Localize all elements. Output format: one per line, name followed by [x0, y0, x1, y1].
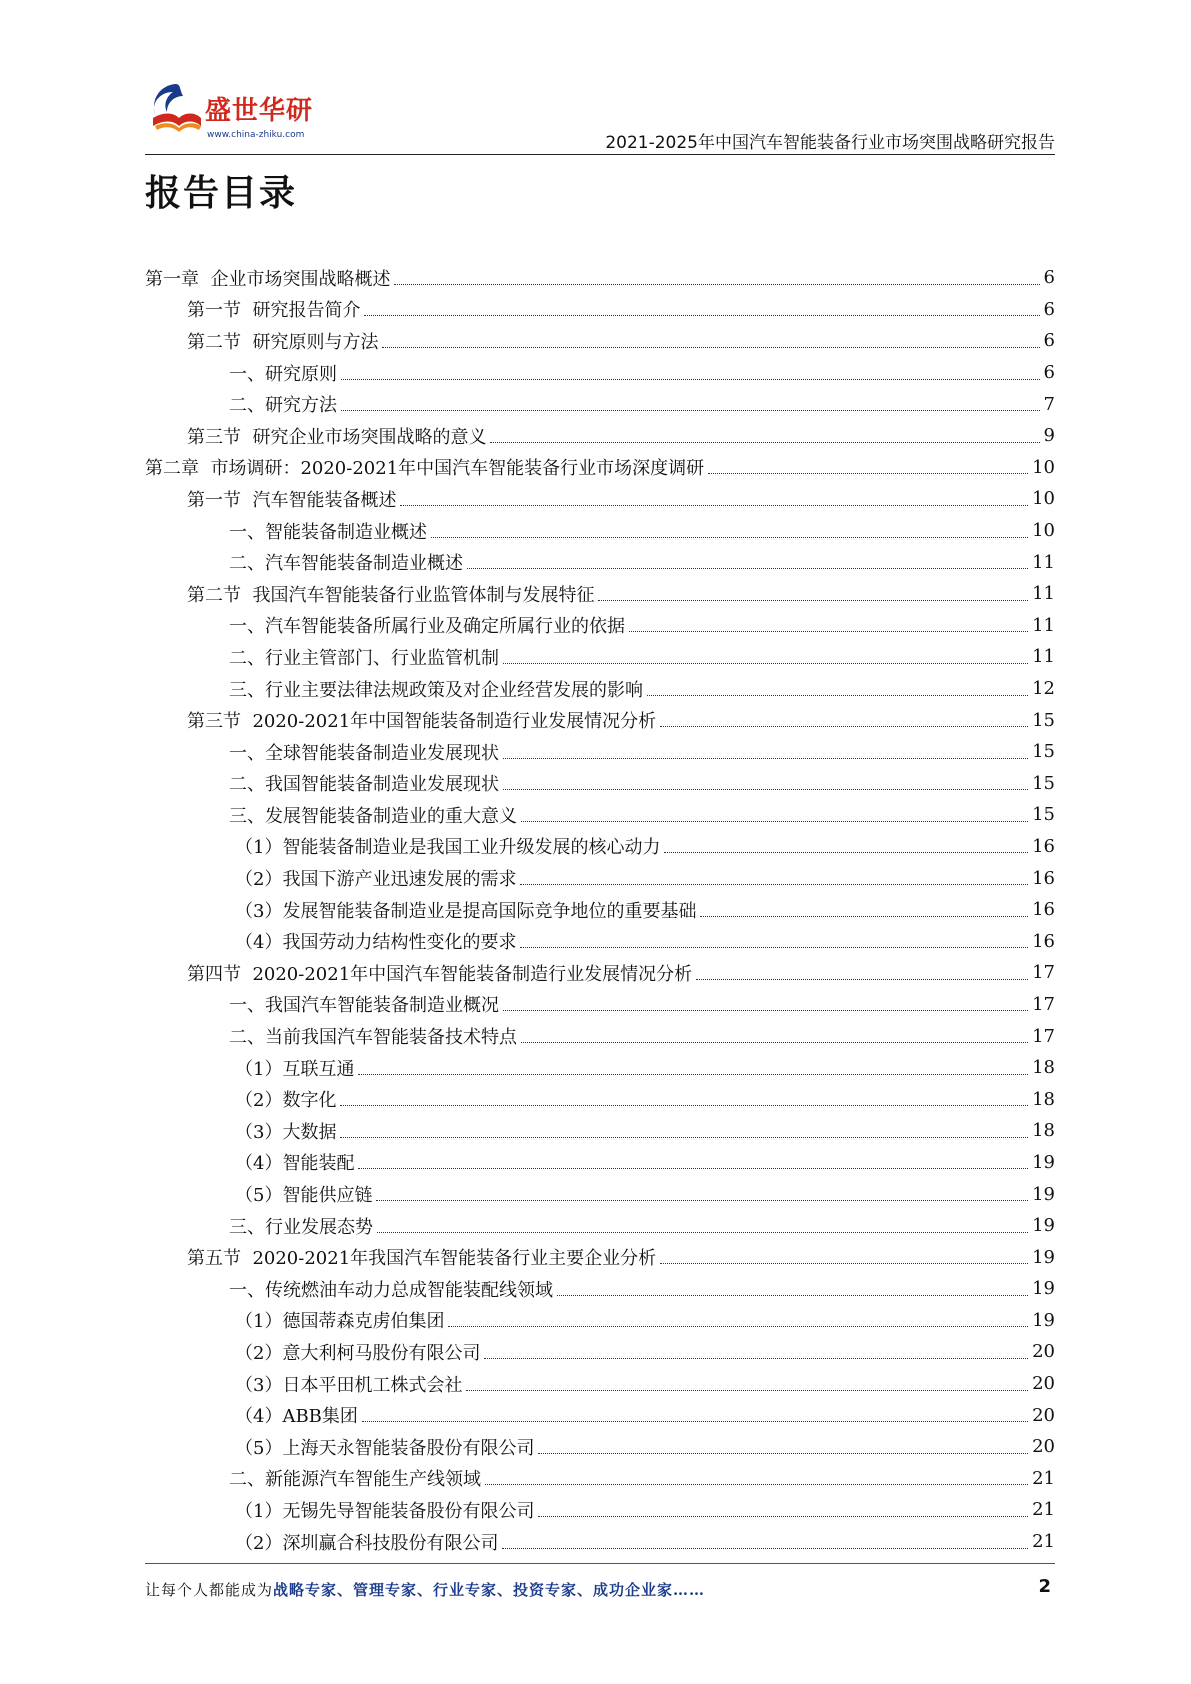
logo-mark-icon — [145, 78, 205, 138]
table-of-contents — [145, 262, 1055, 1557]
toc-entry[interactable] — [145, 1210, 1055, 1242]
footer-slogan — [145, 1579, 705, 1600]
toc-entry-label: 二、我国智能装备制造业发展现状 — [229, 774, 499, 796]
footer-slogan-prefix: 让每个人都能成为 — [145, 1581, 274, 1599]
toc-entry-page: 20 — [1032, 1373, 1055, 1395]
toc-entry-label: 第一节 研究报告简介 — [187, 300, 361, 322]
toc-leader-dots — [467, 567, 1028, 569]
toc-leader-dots — [520, 883, 1028, 885]
toc-leader-dots — [664, 851, 1028, 853]
toc-leader-dots — [647, 694, 1028, 696]
toc-entry-label: 三、发展智能装备制造业的重大意义 — [229, 805, 517, 827]
toc-entry-label: 二、行业主管部门、行业监管机制 — [229, 647, 499, 669]
toc-entry-page: 15 — [1032, 804, 1055, 826]
toc-entry-label: （1）德国蒂森克虏伯集团 — [235, 1311, 445, 1333]
toc-leader-dots — [376, 1199, 1028, 1201]
toc-entry-page: 6 — [1043, 267, 1055, 289]
toc-entry-label: 一、汽车智能装备所属行业及确定所属行业的依据 — [229, 616, 625, 638]
toc-entry-label: 二、汽车智能装备制造业概述 — [229, 553, 463, 575]
toc-entry[interactable] — [145, 1305, 1055, 1337]
toc-entry-page: 17 — [1032, 993, 1055, 1015]
toc-entry-page: 16 — [1032, 867, 1055, 889]
document-title: 2021-2025年中国汽车智能装备行业市场突围战略研究报告 — [605, 133, 1055, 153]
page-title: 报告目录 — [145, 173, 298, 214]
toc-entry[interactable] — [145, 610, 1055, 642]
toc-leader-dots — [503, 662, 1028, 664]
toc-entry[interactable] — [145, 894, 1055, 926]
toc-leader-dots — [431, 536, 1028, 538]
toc-leader-dots — [521, 1041, 1028, 1043]
toc-entry-page: 10 — [1032, 520, 1055, 542]
toc-entry-page: 18 — [1032, 1088, 1055, 1110]
toc-entry-page: 16 — [1032, 930, 1055, 952]
toc-entry[interactable] — [145, 1083, 1055, 1115]
toc-entry-page: 11 — [1032, 551, 1055, 573]
toc-leader-dots — [538, 1452, 1028, 1454]
toc-entry-label: （5）智能供应链 — [235, 1185, 373, 1207]
footer-slogan-roles: 战略专家、管理专家、行业专家、投资专家、成功企业家…… — [273, 1581, 706, 1599]
toc-entry[interactable] — [145, 483, 1055, 515]
toc-leader-dots — [502, 1547, 1028, 1549]
toc-entry-label: 一、传统燃油车动力总成智能装配线领域 — [229, 1279, 553, 1301]
toc-entry-page: 15 — [1032, 772, 1055, 794]
toc-entry[interactable] — [145, 1115, 1055, 1147]
toc-entry-label: （2）数字化 — [235, 1090, 337, 1112]
toc-entry-page: 21 — [1032, 1499, 1055, 1521]
toc-leader-dots — [700, 915, 1028, 917]
toc-leader-dots — [708, 472, 1028, 474]
toc-leader-dots — [696, 978, 1028, 980]
toc-leader-dots — [358, 1167, 1028, 1169]
toc-entry-label: （5）上海天永智能装备股份有限公司 — [235, 1437, 535, 1459]
toc-entry-label: （2）意大利柯马股份有限公司 — [235, 1342, 481, 1364]
toc-entry[interactable] — [145, 799, 1055, 831]
toc-entry[interactable] — [145, 1463, 1055, 1495]
toc-entry-label: 二、当前我国汽车智能装备技术特点 — [229, 1027, 517, 1049]
toc-leader-dots — [629, 630, 1028, 632]
toc-entry[interactable] — [145, 989, 1055, 1021]
toc-entry-label: 第一节 汽车智能装备概述 — [187, 489, 397, 511]
toc-entry[interactable] — [145, 515, 1055, 547]
toc-entry-label: 二、新能源汽车智能生产线领域 — [229, 1469, 481, 1491]
header-divider — [145, 154, 1055, 155]
toc-entry-page: 19 — [1032, 1278, 1055, 1300]
toc-entry-label: （2）我国下游产业迅速发展的需求 — [235, 869, 517, 891]
toc-entry[interactable] — [145, 325, 1055, 357]
toc-entry[interactable] — [145, 452, 1055, 484]
toc-entry[interactable] — [145, 1273, 1055, 1305]
toc-entry-page: 6 — [1043, 298, 1055, 320]
toc-leader-dots — [503, 757, 1028, 759]
toc-leader-dots — [382, 346, 1039, 348]
toc-entry[interactable] — [145, 704, 1055, 736]
toc-entry-label: 三、行业发展态势 — [229, 1216, 373, 1238]
toc-entry-page: 19 — [1032, 1151, 1055, 1173]
toc-entry[interactable] — [145, 1368, 1055, 1400]
toc-entry[interactable] — [145, 357, 1055, 389]
toc-leader-dots — [340, 1136, 1028, 1138]
toc-leader-dots — [520, 946, 1028, 948]
toc-leader-dots — [362, 1420, 1028, 1422]
logo-text: 盛世华研 — [205, 96, 314, 126]
toc-entry-label: 第一章 企业市场突围战略概述 — [145, 268, 391, 290]
logo-url: www.china-zhiku.com — [207, 130, 305, 140]
toc-leader-dots — [377, 1231, 1028, 1233]
toc-entry[interactable] — [145, 1431, 1055, 1463]
toc-leader-dots — [538, 1515, 1028, 1517]
toc-entry[interactable] — [145, 1241, 1055, 1273]
toc-entry[interactable] — [145, 546, 1055, 578]
toc-entry[interactable] — [145, 420, 1055, 452]
toc-entry-page: 11 — [1032, 614, 1055, 636]
toc-entry[interactable] — [145, 1336, 1055, 1368]
company-logo — [145, 78, 320, 148]
toc-leader-dots — [503, 1009, 1028, 1011]
toc-entry[interactable] — [145, 1399, 1055, 1431]
toc-entry-page: 17 — [1032, 962, 1055, 984]
toc-entry-page: 21 — [1032, 1467, 1055, 1489]
toc-entry-label: 第二节 我国汽车智能装备行业监管体制与发展特征 — [187, 584, 595, 606]
toc-entry-page: 18 — [1032, 1120, 1055, 1142]
toc-entry[interactable] — [145, 768, 1055, 800]
toc-entry-label: （4）智能装配 — [235, 1153, 355, 1175]
toc-entry-label: 二、研究方法 — [229, 395, 337, 417]
toc-entry[interactable] — [145, 578, 1055, 610]
toc-entry[interactable] — [145, 1494, 1055, 1526]
toc-entry[interactable] — [145, 294, 1055, 326]
toc-entry[interactable] — [145, 957, 1055, 989]
toc-entry-page: 11 — [1032, 583, 1055, 605]
toc-entry-page: 6 — [1043, 362, 1055, 384]
toc-entry[interactable] — [145, 641, 1055, 673]
toc-entry-page: 11 — [1032, 646, 1055, 668]
toc-entry-page: 20 — [1032, 1404, 1055, 1426]
toc-leader-dots — [490, 441, 1039, 443]
toc-leader-dots — [557, 1294, 1028, 1296]
toc-leader-dots — [466, 1389, 1028, 1391]
toc-entry[interactable] — [145, 862, 1055, 894]
toc-leader-dots — [484, 1357, 1028, 1359]
toc-leader-dots — [400, 504, 1028, 506]
toc-entry-page: 6 — [1043, 330, 1055, 352]
toc-entry-page: 16 — [1032, 835, 1055, 857]
toc-entry-label: 一、智能装备制造业概述 — [229, 521, 427, 543]
toc-entry-page: 19 — [1032, 1215, 1055, 1237]
toc-entry-label: （3）大数据 — [235, 1121, 337, 1143]
toc-leader-dots — [340, 1104, 1028, 1106]
toc-entry-page: 19 — [1032, 1246, 1055, 1268]
toc-leader-dots — [341, 409, 1040, 411]
toc-entry-label: 第三节 2020-2021年中国智能装备制造行业发展情况分析 — [187, 711, 657, 733]
toc-entry-label: 三、行业主要法律法规政策及对企业经营发展的影响 — [229, 679, 643, 701]
toc-entry-label: 第五节 2020-2021年我国汽车智能装备行业主要企业分析 — [187, 1248, 657, 1270]
toc-leader-dots — [521, 820, 1028, 822]
toc-entry[interactable] — [145, 831, 1055, 863]
toc-entry-label: （1）智能装备制造业是我国工业升级发展的核心动力 — [235, 837, 661, 859]
toc-leader-dots — [485, 1483, 1028, 1485]
toc-entry-page: 17 — [1032, 1025, 1055, 1047]
toc-entry-page: 15 — [1032, 709, 1055, 731]
toc-entry[interactable] — [145, 925, 1055, 957]
toc-entry[interactable] — [145, 1178, 1055, 1210]
toc-entry-label: 一、全球智能装备制造业发展现状 — [229, 742, 499, 764]
toc-entry[interactable] — [145, 1052, 1055, 1084]
toc-leader-dots — [394, 283, 1039, 285]
toc-entry-page: 19 — [1032, 1309, 1055, 1331]
toc-entry-label: 一、我国汽车智能装备制造业概况 — [229, 995, 499, 1017]
toc-entry-page: 12 — [1032, 678, 1055, 700]
toc-entry[interactable] — [145, 1020, 1055, 1052]
toc-entry-label: （3）发展智能装备制造业是提高国际竞争地位的重要基础 — [235, 900, 697, 922]
toc-entry[interactable] — [145, 262, 1055, 294]
toc-entry-label: （1）无锡先导智能装备股份有限公司 — [235, 1500, 535, 1522]
toc-entry-page: 21 — [1032, 1531, 1055, 1553]
toc-entry-page: 7 — [1043, 393, 1055, 415]
toc-entry-page: 10 — [1032, 456, 1055, 478]
toc-entry[interactable] — [145, 1147, 1055, 1179]
toc-entry-page: 10 — [1032, 488, 1055, 510]
toc-leader-dots — [503, 788, 1028, 790]
toc-entry-page: 20 — [1032, 1341, 1055, 1363]
toc-entry-label: 第四节 2020-2021年中国汽车智能装备制造行业发展情况分析 — [187, 963, 693, 985]
toc-leader-dots — [341, 378, 1040, 380]
toc-entry-label: 一、研究原则 — [229, 363, 337, 385]
page-number: 2 — [1038, 1576, 1051, 1597]
toc-entry-label: 第二章 市场调研：2020-2021年中国汽车智能装备行业市场深度调研 — [145, 458, 705, 480]
toc-entry-page: 18 — [1032, 1057, 1055, 1079]
toc-entry-label: 第三节 研究企业市场突围战略的意义 — [187, 426, 487, 448]
toc-leader-dots — [448, 1325, 1028, 1327]
toc-entry-page: 16 — [1032, 899, 1055, 921]
toc-entry-page: 9 — [1043, 425, 1055, 447]
toc-leader-dots — [660, 1262, 1028, 1264]
toc-entry-page: 20 — [1032, 1436, 1055, 1458]
toc-entry-label: （2）深圳赢合科技股份有限公司 — [235, 1532, 499, 1554]
footer-divider — [145, 1563, 1055, 1564]
page-header — [145, 78, 1055, 158]
toc-entry[interactable] — [145, 1526, 1055, 1558]
toc-entry-label: （3）日本平田机工株式会社 — [235, 1374, 463, 1396]
toc-entry-label: （4）ABB集团 — [235, 1406, 358, 1428]
toc-entry-page: 15 — [1032, 741, 1055, 763]
toc-entry[interactable] — [145, 673, 1055, 705]
toc-leader-dots — [358, 1073, 1028, 1075]
toc-entry-page: 19 — [1032, 1183, 1055, 1205]
toc-entry-label: （4）我国劳动力结构性变化的要求 — [235, 932, 517, 954]
toc-entry[interactable] — [145, 736, 1055, 768]
toc-entry[interactable] — [145, 388, 1055, 420]
toc-entry-label: 第二节 研究原则与方法 — [187, 331, 379, 353]
toc-entry-label: （1）互联互通 — [235, 1058, 355, 1080]
toc-leader-dots — [660, 725, 1028, 727]
toc-leader-dots — [598, 599, 1028, 601]
toc-leader-dots — [364, 314, 1039, 316]
